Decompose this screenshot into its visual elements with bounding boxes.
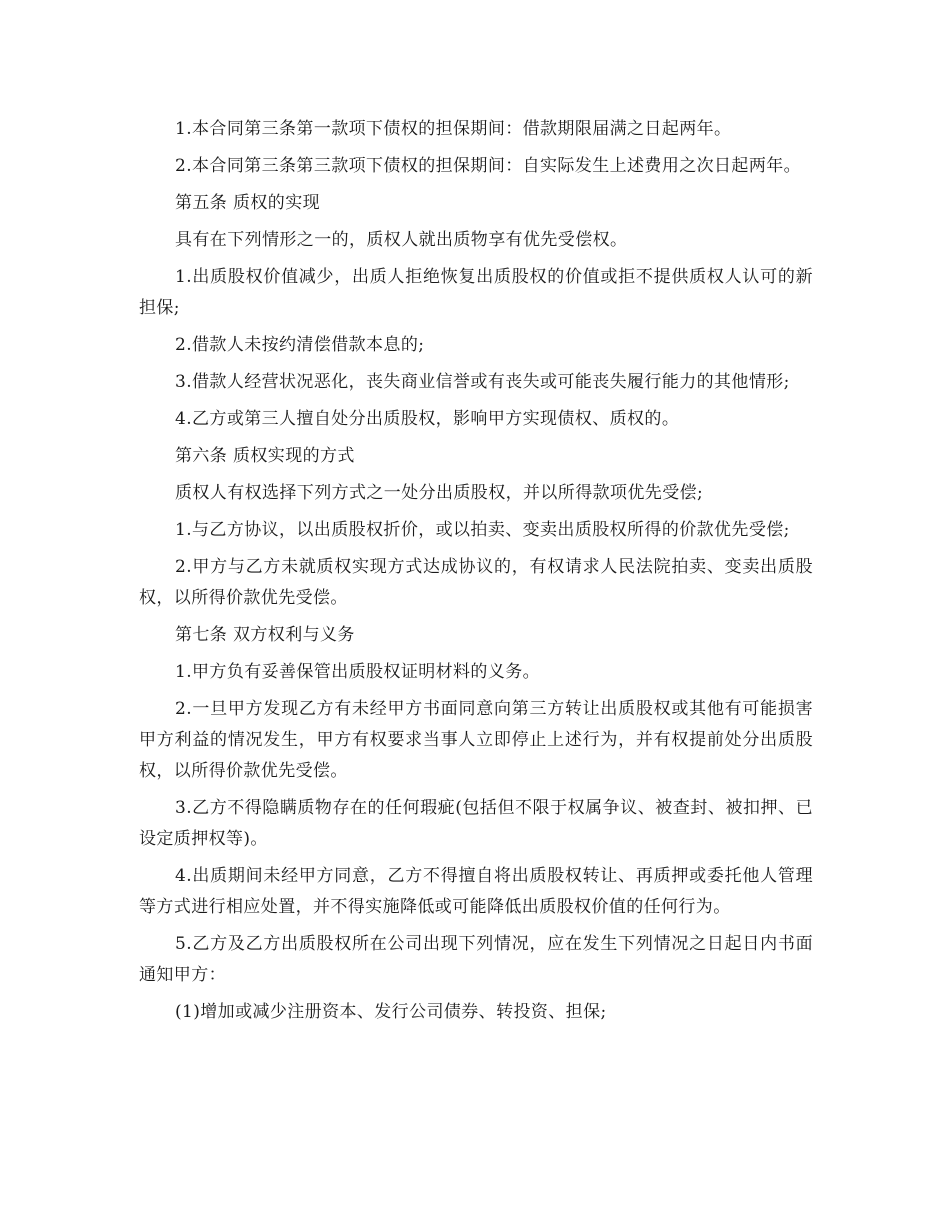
paragraph-article-5-item-2: 2.借款人未按约清偿借款本息的; xyxy=(175,335,425,355)
paragraph-article-7-item-2: 2.一旦甲方发现乙方有未经甲方书面同意向第三方转让出质股权或其他有可能损害甲方利益的情况发生，甲方有权要求当事人立即停止上述行为，并有权提前处分出质股权，以所得价款优先受偿。 xyxy=(139,699,813,781)
paragraph-article-5-item-3: 3.借款人经营状况恶化，丧失商业信誉或有丧失或可能丧失履行能力的其他情形; xyxy=(175,372,790,392)
paragraph-article-7-item-1: 1.甲方负有妥善保管出质股权证明材料的义务。 xyxy=(175,662,541,682)
paragraph-article-6-intro: 质权人有权选择下列方式之一处分出质股权，并以所得款项优先受偿; xyxy=(175,483,704,503)
paragraph-article-7-item-3: 3.乙方不得隐瞒质物存在的任何瑕疵(包括但不限于权属争议、被查封、被扣押、已设定质押权等)。 xyxy=(139,798,813,849)
paragraph-article-5-item-1: 1.出质股权价值减少，出质人拒绝恢复出质股权的价值或拒不提供质权人认可的新担保; xyxy=(139,267,813,318)
paragraph-article-5-item-4: 4.乙方或第三人擅自处分出质股权，影响甲方实现债权、质权的。 xyxy=(175,409,680,429)
heading-article-7: 第七条 双方权利与义务 xyxy=(175,625,355,645)
paragraph-article-5-intro: 具有在下列情形之一的，质权人就出质物享有优先受偿权。 xyxy=(175,230,628,250)
paragraph-article-7-item-5: 5.乙方及乙方出质股权所在公司出现下列情况，应在发生下列情况之日起日内书面通知甲方： xyxy=(139,934,813,985)
paragraph-guarantee-period-2: 2.本合同第三条第三款项下债权的担保期间：自实际发生上述费用之次日起两年。 xyxy=(175,156,802,176)
document-body xyxy=(139,114,813,1034)
paragraph-guarantee-period-1: 1.本合同第三条第一款项下债权的担保期间：借款期限届满之日起两年。 xyxy=(175,119,732,139)
heading-article-6: 第六条 质权实现的方式 xyxy=(175,446,355,466)
heading-article-5: 第五条 质权的实现 xyxy=(175,193,321,213)
paragraph-article-6-item-2: 2.甲方与乙方未就质权实现方式达成协议的，有权请求人民法院拍卖、变卖出质股权，以所得价款优先受偿。 xyxy=(139,557,813,608)
paragraph-article-7-item-4: 4.出质期间未经甲方同意，乙方不得擅自将出质股权转让、再质押或委托他人管理等方式进行相应处置，并不得实施降低或可能降低出质股权价值的任何行为。 xyxy=(139,866,813,917)
paragraph-article-7-item-5-sub-1: (1)增加或减少注册资本、发行公司债券、转投资、担保; xyxy=(175,1002,607,1022)
paragraph-article-6-item-1: 1.与乙方协议，以出质股权折价，或以拍卖、变卖出质股权所得的价款优先受偿; xyxy=(175,520,790,540)
